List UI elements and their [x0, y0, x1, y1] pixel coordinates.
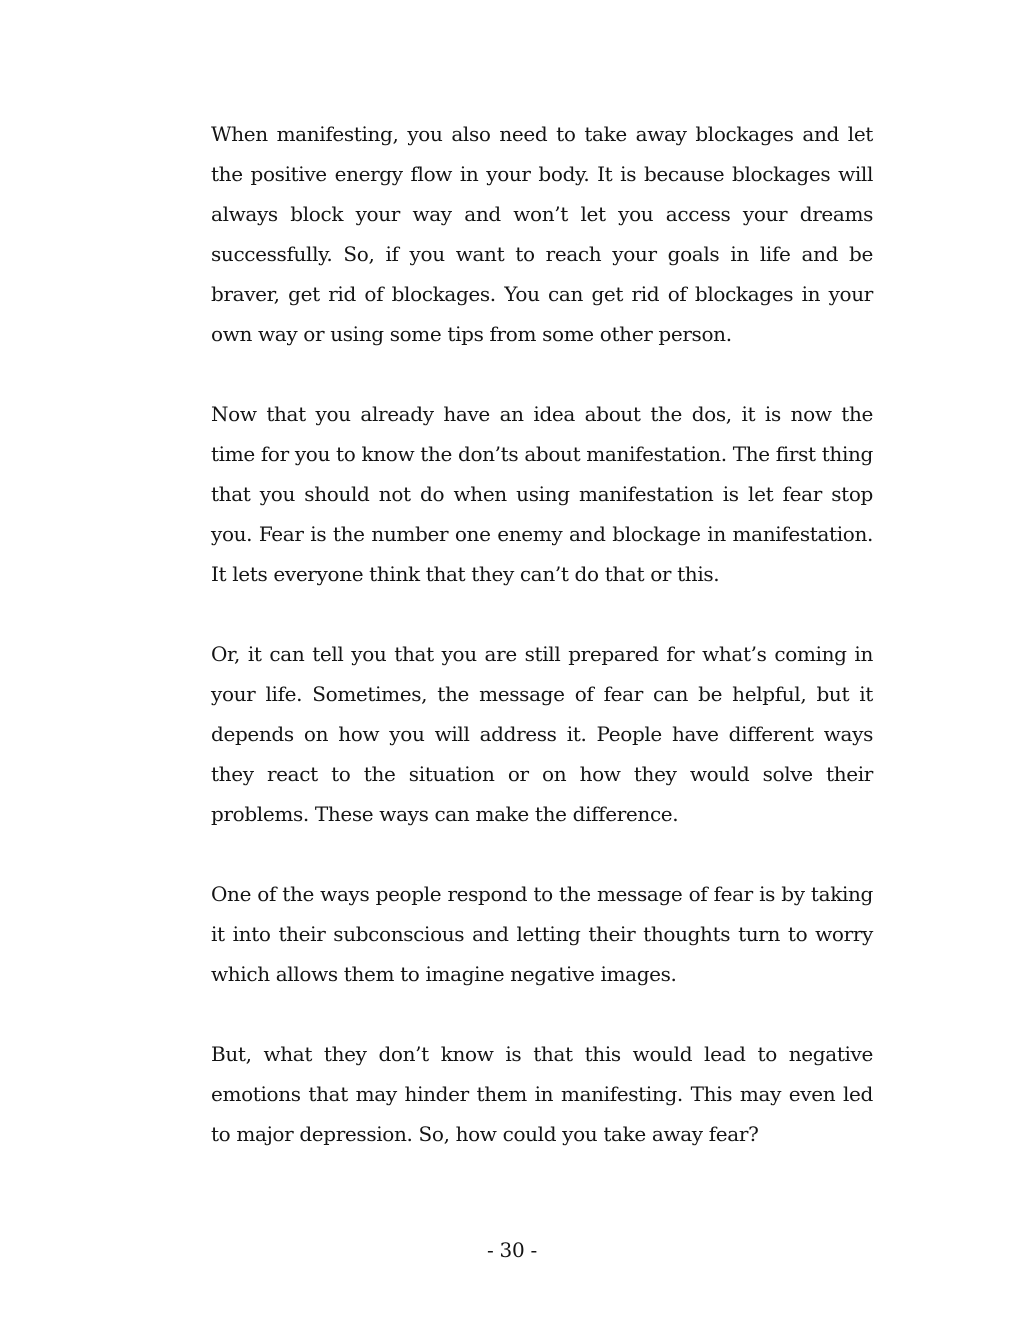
paragraph-1: When manifesting, you also need to take away blockages and let the positive energy flow in your body. It is because blockages will always block your way and won’t let you access your dreams successfully. So, if you want to reach your goals in life and be braver, get rid of blockages. You can get rid of blockages in your own way or using some tips from some other person.: [211, 122, 873, 346]
page-number: - 30 -: [487, 1238, 537, 1262]
body-text: [211, 114, 873, 1154]
paragraph-5: But, what they don’t know is that this would lead to negative emotions that may hinder them in manifesting. This may even led to major depression. So, how could you take away fear?: [211, 1042, 873, 1146]
paragraph-4: One of the ways people respond to the message of fear is by taking it into their subconscious and letting their thoughts turn to worry which allows them to imagine negative images.: [211, 882, 873, 986]
paragraph-3: Or, it can tell you that you are still prepared for what’s coming in your life. Sometimes, the message of fear can be helpful, but it depends on how you will address it. People have different ways they react to the situation or on how they would solve their problems. These ways can make the difference.: [211, 642, 873, 826]
paragraph-2: Now that you already have an idea about the dos, it is now the time for you to know the don’ts about manifestation. The first thing that you should not do when using manifestation is let fear stop you. Fear is the number one enemy and blockage in manifestation. It lets everyone think that they can’t do that or this.: [211, 402, 873, 586]
